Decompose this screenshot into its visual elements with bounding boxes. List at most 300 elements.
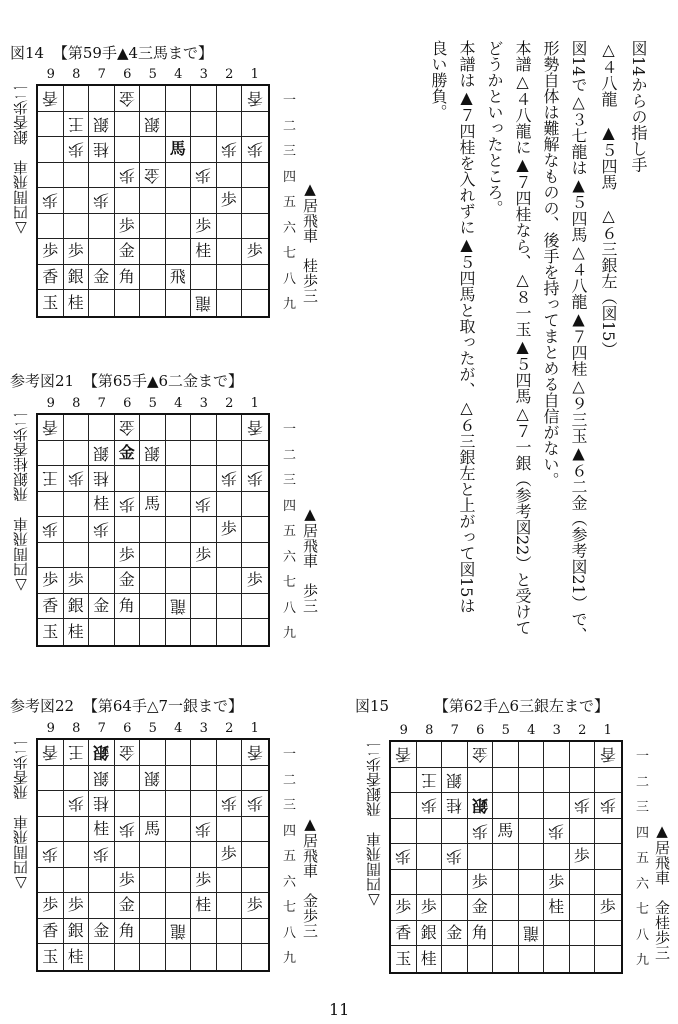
board-piece [242,466,268,492]
piece-glyph: 桂 [93,140,110,160]
piece-glyph: 歩 [93,845,110,865]
file-number: 4 [174,721,183,736]
board-square [570,742,596,768]
board-piece [140,441,166,467]
board-piece [417,921,443,947]
rank-number: 一 [283,422,297,438]
rank-number: 一 [283,93,297,109]
piece-glyph: 金 [118,895,135,915]
piece-glyph: 金 [118,241,135,261]
board-piece [115,239,141,265]
board-square [166,568,192,594]
board-square [442,870,468,896]
board-piece [242,239,268,265]
board-square [242,543,268,569]
rank-number: 六 [283,220,297,236]
board-piece [140,817,166,843]
file-number: 9 [46,396,55,411]
board-square [166,492,192,518]
piece-glyph: 歩 [395,847,412,867]
board-square [140,86,166,112]
board-square [140,619,166,645]
file-number: 1 [250,67,259,82]
piece-glyph: 角 [118,266,135,286]
file-number: 9 [46,721,55,736]
commentary-moves: △４八龍 ▲５四馬 △６三銀左（図15） [599,40,618,358]
board-piece [89,791,115,817]
board-square [64,163,90,189]
board-piece [468,819,494,845]
board-square [115,842,141,868]
board-square [140,868,166,894]
board-square [217,740,243,766]
piece-glyph: 歩 [195,544,212,564]
rank-number: 二 [283,772,297,788]
board-square [217,112,243,138]
piece-glyph: 歩 [471,821,488,841]
file-numbers [38,67,268,82]
board-piece [89,517,115,543]
board-square [595,768,621,794]
board-square [544,768,570,794]
piece-glyph: 歩 [42,570,59,590]
board-square [217,214,243,240]
board-square [38,163,64,189]
board-square [89,239,115,265]
board-square [191,766,217,792]
board-piece [166,137,192,163]
board-piece [115,893,141,919]
board-square [89,214,115,240]
board-piece [191,543,217,569]
file-number: 2 [225,67,234,82]
board-piece [217,517,243,543]
board-square [115,112,141,138]
board-piece [115,492,141,518]
board-piece [191,893,217,919]
piece-glyph: 歩 [42,845,59,865]
piece-glyph: 角 [471,922,488,942]
board-square [166,944,192,970]
file-number: 3 [199,67,208,82]
board-piece [115,543,141,569]
rank-number: 五 [283,195,297,211]
board-square [64,517,90,543]
piece-glyph: 銀 [144,768,161,788]
gote-hand: △四間飛車 飛銀香歩二 [365,742,383,910]
board-square [242,265,268,291]
board-square [217,893,243,919]
board-square [115,619,141,645]
board-square [166,766,192,792]
file-number: 9 [46,67,55,82]
board-square [493,870,519,896]
board-square [493,946,519,972]
board-piece [89,594,115,620]
board-piece [468,793,494,819]
file-number: 1 [250,721,259,736]
piece-glyph: 桂 [446,796,463,816]
board-piece [38,415,64,441]
piece-glyph: 歩 [220,794,237,814]
board-piece [468,742,494,768]
board-piece [595,742,621,768]
piece-glyph: 歩 [573,796,590,816]
file-number: 5 [501,723,510,738]
piece-glyph: 龍 [169,921,186,941]
board-square [64,188,90,214]
board-square [242,766,268,792]
file-number: 3 [552,723,561,738]
board-square [191,740,217,766]
rank-numbers [283,740,296,970]
board-square [115,517,141,543]
board-piece [417,946,443,972]
board-square [166,163,192,189]
board-square [519,819,545,845]
board-square [468,946,494,972]
commentary-heading: 図14からの指し手 [629,40,648,173]
board-square [64,86,90,112]
board-square [115,766,141,792]
board-square [191,517,217,543]
piece-glyph: 銀 [93,114,110,134]
board-piece [38,86,64,112]
piece-glyph: 玉 [42,621,59,641]
board-square [166,817,192,843]
piece-glyph: 桂 [93,818,110,838]
piece-glyph: 銀 [420,922,437,942]
board-piece [166,594,192,620]
board-piece [191,239,217,265]
board-square [570,819,596,845]
board-square [38,214,64,240]
board-square [217,441,243,467]
board-piece [217,466,243,492]
board-piece [166,265,192,291]
rank-number: 一 [283,747,297,763]
board-square [242,290,268,316]
piece-glyph: 歩 [246,794,263,814]
board-square [217,594,243,620]
piece-glyph: 銀 [67,595,84,615]
piece-glyph: 歩 [599,897,616,917]
rank-number: 八 [283,600,297,616]
board-square [595,946,621,972]
board-square [242,517,268,543]
board-square [140,568,166,594]
board-square [242,188,268,214]
piece-glyph: 桂 [548,897,565,917]
board-square [442,819,468,845]
rank-numbers [636,742,649,972]
piece-glyph: 歩 [246,570,263,590]
board-square [64,543,90,569]
piece-glyph: 銀 [93,768,110,788]
board-piece [115,817,141,843]
board-piece [217,137,243,163]
piece-glyph: 歩 [446,847,463,867]
board-square [544,946,570,972]
board-square [140,944,166,970]
board-piece [391,844,417,870]
board-piece [468,921,494,947]
board-piece [191,290,217,316]
board-piece [64,594,90,620]
file-number: 6 [123,721,132,736]
piece-glyph: 香 [42,89,59,109]
board-square [217,568,243,594]
piece-glyph: 銀 [446,770,463,790]
board-square [417,870,443,896]
board-piece [391,895,417,921]
board-square [115,137,141,163]
rank-number: 六 [283,549,297,565]
board-piece [38,944,64,970]
board-square [519,793,545,819]
board-piece [242,740,268,766]
piece-glyph: 金 [471,897,488,917]
board-square [64,868,90,894]
board-square [166,619,192,645]
commentary-line: 本譜△４八龍に▲７四桂なら、△８一玉▲５四馬△７一銀（参考図22）と受けて [513,40,532,636]
board-square [217,163,243,189]
board-square [89,163,115,189]
board-square [38,868,64,894]
board-piece [64,740,90,766]
piece-glyph: 玉 [42,292,59,312]
piece-glyph: 香 [246,743,263,763]
board-square [217,817,243,843]
board-square [140,893,166,919]
board-square [64,415,90,441]
piece-glyph: 歩 [220,190,237,210]
piece-glyph: 香 [395,745,412,765]
piece-glyph: 馬 [169,139,186,159]
piece-glyph: 王 [67,114,84,134]
piece-glyph: 歩 [195,165,212,185]
board-square [242,594,268,620]
board-piece [544,870,570,896]
board-piece [89,842,115,868]
board-piece [242,86,268,112]
file-number: 5 [148,396,157,411]
piece-glyph: 歩 [67,140,84,160]
board-square [595,921,621,947]
piece-glyph: 角 [118,595,135,615]
board-piece [38,619,64,645]
rank-number: 七 [283,246,297,262]
board-square [38,817,64,843]
board-square [217,415,243,441]
piece-glyph: 歩 [420,897,437,917]
piece-glyph: 歩 [67,469,84,489]
board-square [519,946,545,972]
board-square [191,112,217,138]
shogi-board [36,738,270,972]
piece-glyph: 歩 [42,895,59,915]
board-piece [493,819,519,845]
file-number: 4 [174,396,183,411]
board-piece [89,740,115,766]
board-piece [242,568,268,594]
rank-number: 二 [283,118,297,134]
board-piece [64,619,90,645]
piece-glyph: 桂 [420,948,437,968]
piece-glyph: 銀 [67,266,84,286]
board-square [191,466,217,492]
piece-glyph: 歩 [118,494,135,514]
piece-glyph: 歩 [42,241,59,261]
file-number: 8 [72,721,81,736]
piece-glyph: 銀 [93,743,110,763]
sente-hand: ▲居飛車 桂歩三 [301,180,319,303]
board-square [544,844,570,870]
piece-glyph: 香 [42,743,59,763]
board-square [442,946,468,972]
board-square [166,86,192,112]
rank-number: 九 [283,297,297,313]
rank-number: 九 [283,951,297,967]
piece-glyph: 香 [42,266,59,286]
board-piece [89,441,115,467]
file-number: 7 [97,67,106,82]
board-square [38,112,64,138]
board-piece [468,870,494,896]
board-piece [191,163,217,189]
board-piece [115,265,141,291]
board-piece [217,791,243,817]
board-square [217,290,243,316]
diagram-title [355,695,609,716]
board-square [140,265,166,291]
commentary-line: 良い勝負。 [429,40,448,120]
board-piece [64,290,90,316]
piece-glyph: 歩 [246,241,263,261]
board-square [89,868,115,894]
board-square [519,742,545,768]
piece-glyph: 龍 [169,596,186,616]
board-square [166,112,192,138]
piece-glyph: 香 [599,745,616,765]
board-square [89,415,115,441]
board-piece [64,893,90,919]
board-square [140,214,166,240]
board-piece [442,793,468,819]
file-numbers [38,721,268,736]
rank-number: 三 [283,473,297,489]
board-piece [89,492,115,518]
board-square [140,290,166,316]
board-square [89,290,115,316]
board-square [468,844,494,870]
rank-numbers [283,86,296,316]
piece-glyph: 桂 [93,493,110,513]
piece-glyph: 馬 [497,820,514,840]
shogi-board [36,84,270,318]
piece-glyph: 桂 [93,469,110,489]
board-square [417,844,443,870]
board-piece [38,188,64,214]
board-piece [38,466,64,492]
piece-glyph: 桂 [93,794,110,814]
board-square [493,895,519,921]
board-square [595,819,621,845]
board-square [519,870,545,896]
board-piece [115,86,141,112]
board-piece [544,895,570,921]
board-square [166,791,192,817]
board-piece [115,214,141,240]
board-piece [64,137,90,163]
board-square [38,766,64,792]
board-square [38,492,64,518]
board-piece [417,895,443,921]
board-square [140,919,166,945]
diagram-caption: 【第64手△7一銀まで】 [82,697,244,715]
piece-glyph: 銀 [67,920,84,940]
rank-number: 五 [283,524,297,540]
board-piece [89,137,115,163]
board-square [191,188,217,214]
board-square [140,188,166,214]
board-square [64,817,90,843]
board-square [166,214,192,240]
piece-glyph: 角 [118,920,135,940]
board-piece [89,766,115,792]
rank-number: 三 [283,144,297,160]
piece-glyph: 金 [118,418,135,438]
rank-number: 一 [636,749,650,765]
board-piece [89,919,115,945]
rank-number: 四 [283,498,297,514]
board-piece [468,895,494,921]
piece-glyph: 桂 [67,292,84,312]
board-square [166,893,192,919]
board-square [544,793,570,819]
piece-glyph: 桂 [195,895,212,915]
board-square [468,768,494,794]
sente-hand: ▲居飛車 金桂歩三 [653,822,671,960]
diagram-label: 参考図22 [10,697,75,715]
board-square [493,793,519,819]
board-square [89,543,115,569]
piece-glyph: 歩 [395,897,412,917]
board-square [166,290,192,316]
board-piece [115,415,141,441]
commentary-line: 形勢自体は難解なものの、後手を持ってまとめる自信がない。 [541,40,560,488]
board-square [570,895,596,921]
board-square [595,844,621,870]
commentary-line: 本譜は▲７四桂を入れずに▲５四馬と取ったが、△６三銀左と上がって図15は [457,40,476,614]
piece-glyph: 歩 [220,519,237,539]
board-square [89,893,115,919]
piece-glyph: 玉 [42,946,59,966]
file-number: 8 [425,723,434,738]
board-piece [417,768,443,794]
piece-glyph: 歩 [548,821,565,841]
board-square [217,619,243,645]
rank-number: 七 [636,902,650,918]
piece-glyph: 金 [118,570,135,590]
board-piece [64,239,90,265]
board-square [595,870,621,896]
piece-glyph: 飛 [169,266,186,286]
file-number: 4 [527,723,536,738]
piece-glyph: 金 [118,442,135,462]
board-piece [391,946,417,972]
board-piece [115,568,141,594]
